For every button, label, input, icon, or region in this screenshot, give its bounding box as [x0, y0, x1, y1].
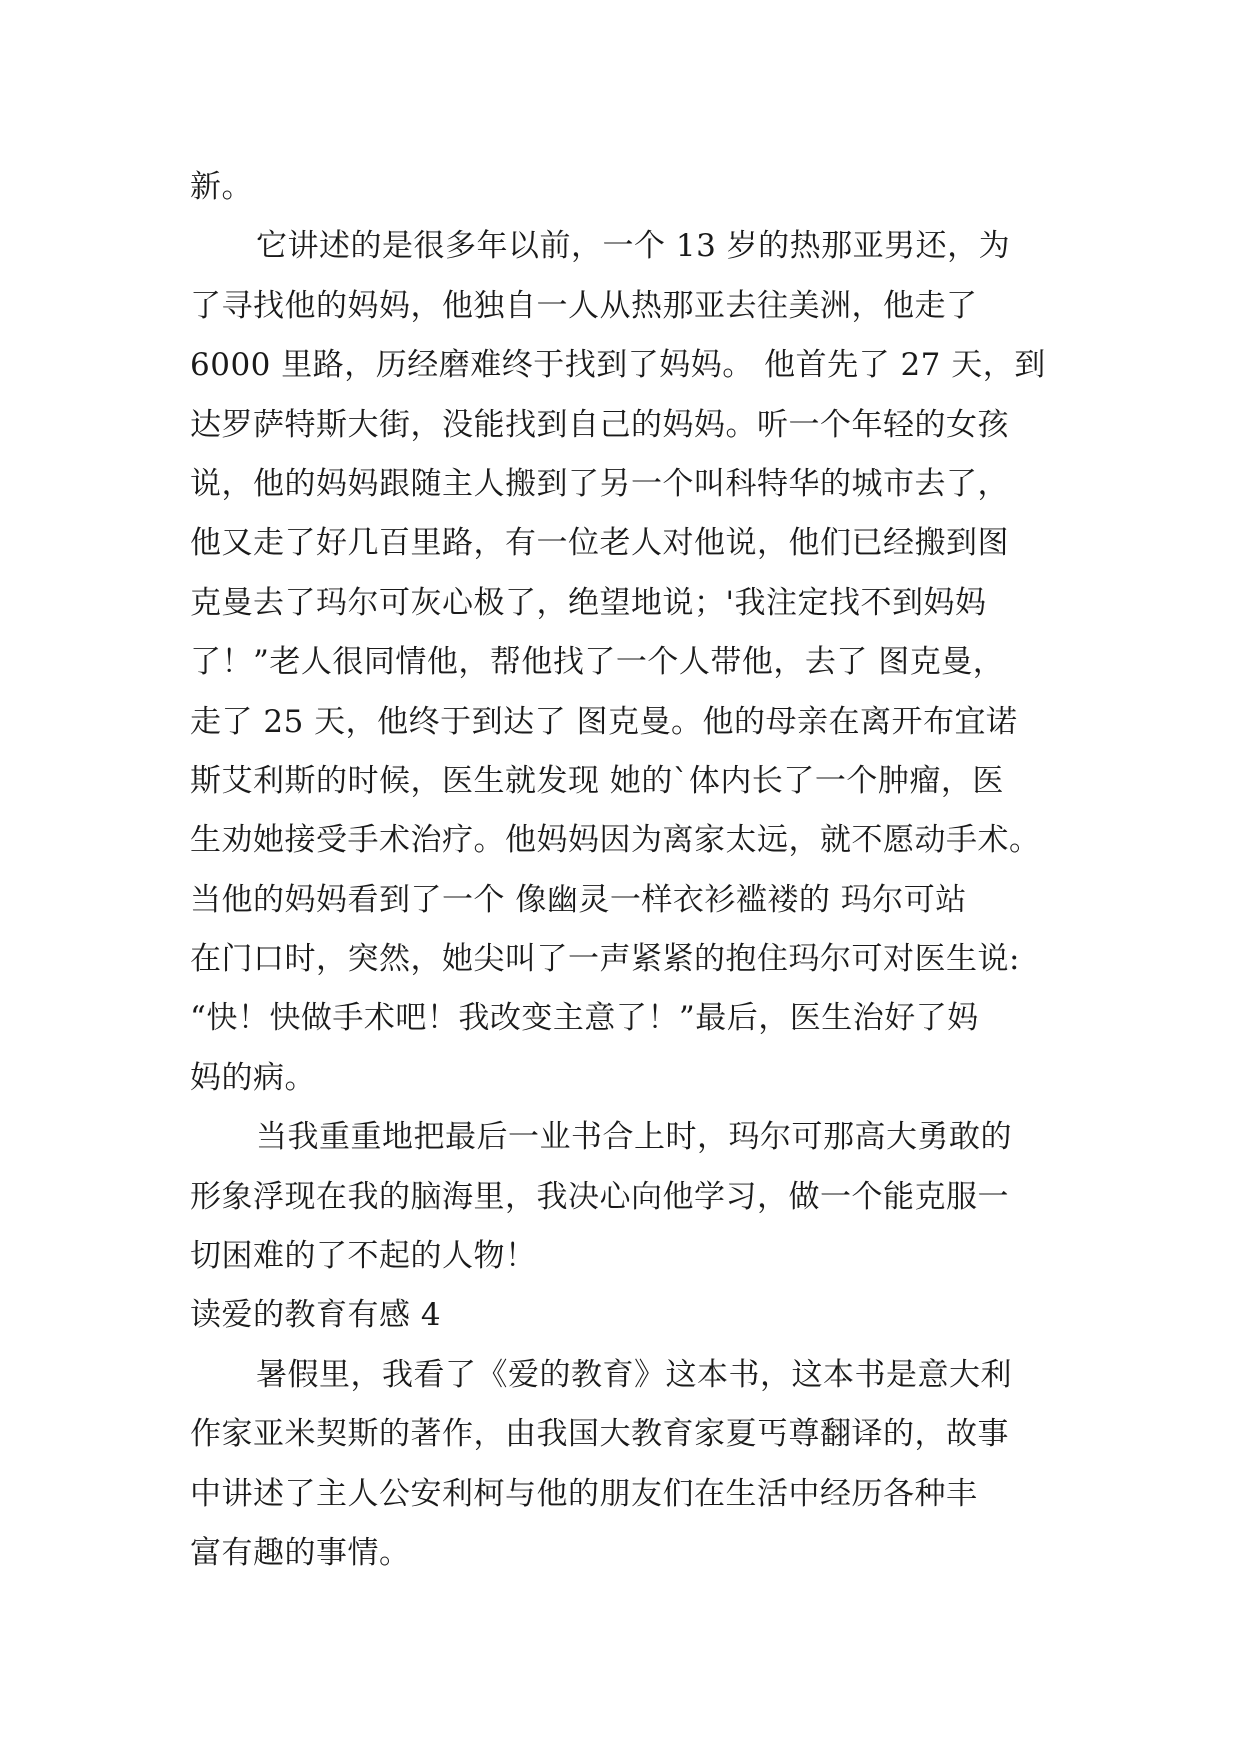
- text-line: 形象浮现在我的脑海里，我决心向他学习，做一个能克服一: [190, 1178, 1009, 1215]
- text-line: 达罗萨特斯大街，没能找到自己的妈妈。听一个年轻的女孩: [190, 406, 1009, 443]
- text-line: 妈的病。: [190, 1059, 316, 1096]
- text-line: 作家亚米契斯的著作，由我国大教育家夏丐尊翻译的，故事: [190, 1416, 1009, 1453]
- text-line: 克曼去了玛尔可灰心极了，绝望地说；'我注定找不到妈妈: [190, 584, 987, 621]
- text-line: 走了 25 天，他终于到达了 图克曼。他的母亲在离开布宜诺: [190, 703, 1018, 740]
- document-body: [190, 158, 1070, 1583]
- text-line: 了寻找他的妈妈，他独自一人从热那亚去往美洲，他走了: [190, 287, 978, 324]
- text-line: 生劝她接受手术治疗。他妈妈因为离家太远，就不愿动手术。: [190, 822, 1041, 859]
- text-line: 6000 里路，历经磨难终于找到了妈妈。 他首先了 27 天，到: [190, 347, 1046, 384]
- text-line: 中讲述了主人公安利柯与他的朋友们在生活中经历各种丰: [190, 1475, 978, 1512]
- text-line: “快！快做手术吧！我改变主意了！”最后，医生治好了妈: [190, 1000, 979, 1037]
- text-line: 切困难的了不起的人物！: [190, 1238, 537, 1275]
- text-line: 新。: [190, 169, 253, 205]
- text-line: 说，他的妈妈跟随主人搬到了另一个叫科特华的城市去了，: [190, 465, 1009, 502]
- paragraph-start-line: 暑假里，我看了《爱的教育》这本书，这本书是意大利: [256, 1356, 1012, 1393]
- text-line: 在门口时，突然，她尖叫了一声紧紧的抱住玛尔可对医生说:: [190, 941, 1020, 978]
- paragraph-start-line: 它讲述的是很多年以前，一个 13 岁的热那亚男还，为: [256, 228, 1011, 265]
- section-heading: 读爱的教育有感 4: [190, 1297, 442, 1334]
- paragraph-start-line: 当我重重地把最后一业书合上时，玛尔可那高大勇敢的: [256, 1119, 1012, 1156]
- text-line: 当他的妈妈看到了一个 像幽灵一样衣衫褴褛的 玛尔可站: [190, 881, 967, 918]
- text-line: 了！”老人很同情他，帮他找了一个人带他，去了 图克曼，: [190, 644, 1005, 681]
- text-line: 斯艾利斯的时候，医生就发现 她的`体内长了一个肿瘤，医: [190, 762, 1004, 799]
- text-line: 他又走了好几百里路，有一位老人对他说，他们已经搬到图: [190, 525, 1009, 562]
- text-line: 富有趣的事情。: [190, 1534, 411, 1571]
